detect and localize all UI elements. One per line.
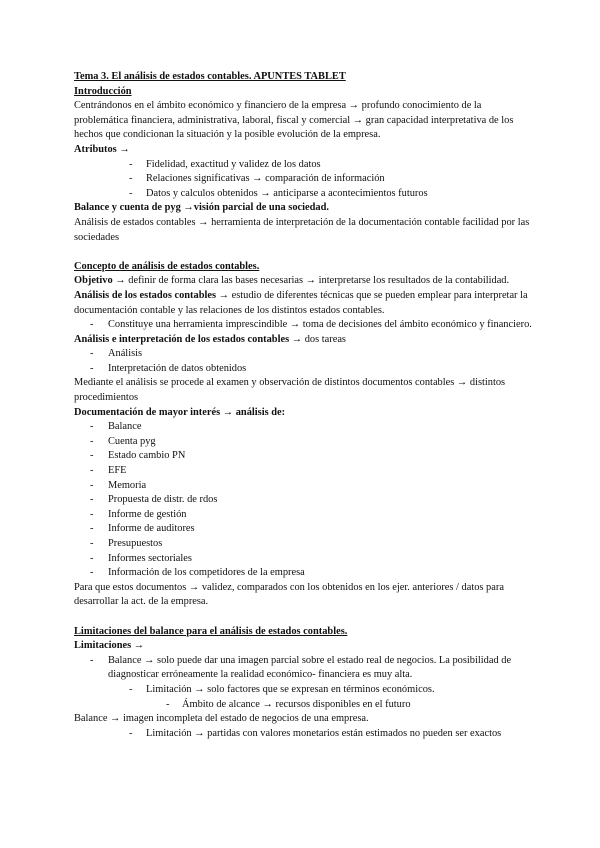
analisis-list bbox=[74, 318, 534, 333]
intro-text: Centrándonos en el ámbito económico y financiero de la empresa → profundo conocimiento de la problemática financiera, administrativa, laboral, fiscal y comercial → gran capacidad interpretativa de los hechos que condicionan la situación y la posible evolución de la empresa. bbox=[74, 100, 514, 141]
limitaciones-line: Limitaciones → bbox=[74, 640, 145, 652]
analisis-text: Análisis de estados contables → herramienta de interpretación de la documentación contable facilidad por las sociedades bbox=[74, 216, 530, 243]
list-item: - Fidelidad, exactitud y validez de los datos bbox=[129, 158, 321, 170]
list-item: - EFE bbox=[90, 465, 127, 477]
document-title: Tema 3. El análisis de estados contables. APUNTES TABLET bbox=[74, 71, 346, 82]
list-item: - Propuesta de distr. de rdos bbox=[90, 494, 218, 506]
balance-line: Balance y cuenta de pyg →visión parcial de una sociedad. bbox=[74, 202, 329, 214]
atributos-label: Atributos bbox=[74, 143, 117, 155]
documentacion-list bbox=[74, 420, 534, 581]
analisis-estados-line: Análisis de los estados contables → estudio de diferentes técnicas que se pueden emplear para interpretar la documentación contable y las relaciones de los distintos estados contables. bbox=[74, 289, 528, 316]
balance-sublist bbox=[74, 727, 534, 742]
list-item: - Ámbito de alcance → recursos disponibles en el futuro bbox=[166, 698, 411, 710]
document-page bbox=[74, 70, 534, 741]
list-item: - Relaciones significativas → comparación de información bbox=[129, 173, 385, 185]
list-item: - Memoria bbox=[90, 479, 147, 491]
limitaciones-list bbox=[74, 654, 534, 683]
interpretacion-line: Análisis e interpretación de los estados contables → dos tareas bbox=[74, 333, 346, 345]
intro-heading: Introducción bbox=[74, 85, 132, 97]
limitaciones-subsublist bbox=[74, 698, 534, 713]
list-item: - Presupuestos bbox=[90, 538, 163, 549]
atributos-arrow: → bbox=[116, 143, 130, 155]
documentacion-line: Documentación de mayor interés → análisis de: bbox=[74, 406, 286, 418]
list-item: - Interpretación de datos obtenidos bbox=[90, 362, 247, 374]
list-item: - Balance → solo puede dar una imagen parcial sobre el estado real de negocios. La posibilidad de diagnosticar erróneamente la realidad económico- financiera es muy alta. bbox=[90, 654, 512, 681]
limitaciones-sublist bbox=[74, 683, 534, 698]
list-item: - Cuenta pyg bbox=[90, 435, 156, 447]
interpretacion-list bbox=[74, 347, 534, 376]
list-item: - Datos y calculos obtenidos → anticiparse a acontecimientos futuros bbox=[129, 187, 428, 199]
list-item: - Análisis bbox=[90, 348, 143, 360]
para-text: Para que estos documentos → validez, comparados con los obtenidos en los ejer. anteriores / datos para desarrollar la act. de la empresa. bbox=[74, 581, 504, 608]
atributos-list bbox=[74, 158, 534, 202]
list-item: - Informes sectoriales bbox=[90, 552, 192, 564]
limitaciones-heading: Limitaciones del balance para el análisis de estados contables. bbox=[74, 625, 348, 637]
list-item: - Balance bbox=[90, 421, 142, 433]
list-item: - Informe de gestión bbox=[90, 508, 187, 520]
balance-imagen-text: Balance → imagen incompleta del estado de negocios de una empresa. bbox=[74, 713, 369, 725]
concepto-heading: Concepto de análisis de estados contables. bbox=[74, 260, 260, 272]
list-item: - Informe de auditores bbox=[90, 523, 195, 535]
atributos-line bbox=[74, 143, 534, 158]
list-item: - Información de los competidores de la empresa bbox=[90, 567, 305, 579]
mediante-text: Mediante el análisis se procede al examen y observación de distintos documentos contables → distintos procedimientos bbox=[74, 377, 506, 404]
objetivo-line: Objetivo → definir de forma clara las bases necesarias → interpretarse los resultados de la contabilidad. bbox=[74, 275, 510, 287]
list-item: - Estado cambio PN bbox=[90, 450, 186, 462]
list-item: - Constituye una herramienta imprescindible → toma de decisiones del ámbito económico y financiero. bbox=[90, 319, 532, 331]
list-item: - Limitación → solo factores que se expresan en términos económicos. bbox=[129, 683, 435, 695]
list-item: - Limitación → partidas con valores monetarios están estimados no pueden ser exactos bbox=[129, 727, 502, 739]
